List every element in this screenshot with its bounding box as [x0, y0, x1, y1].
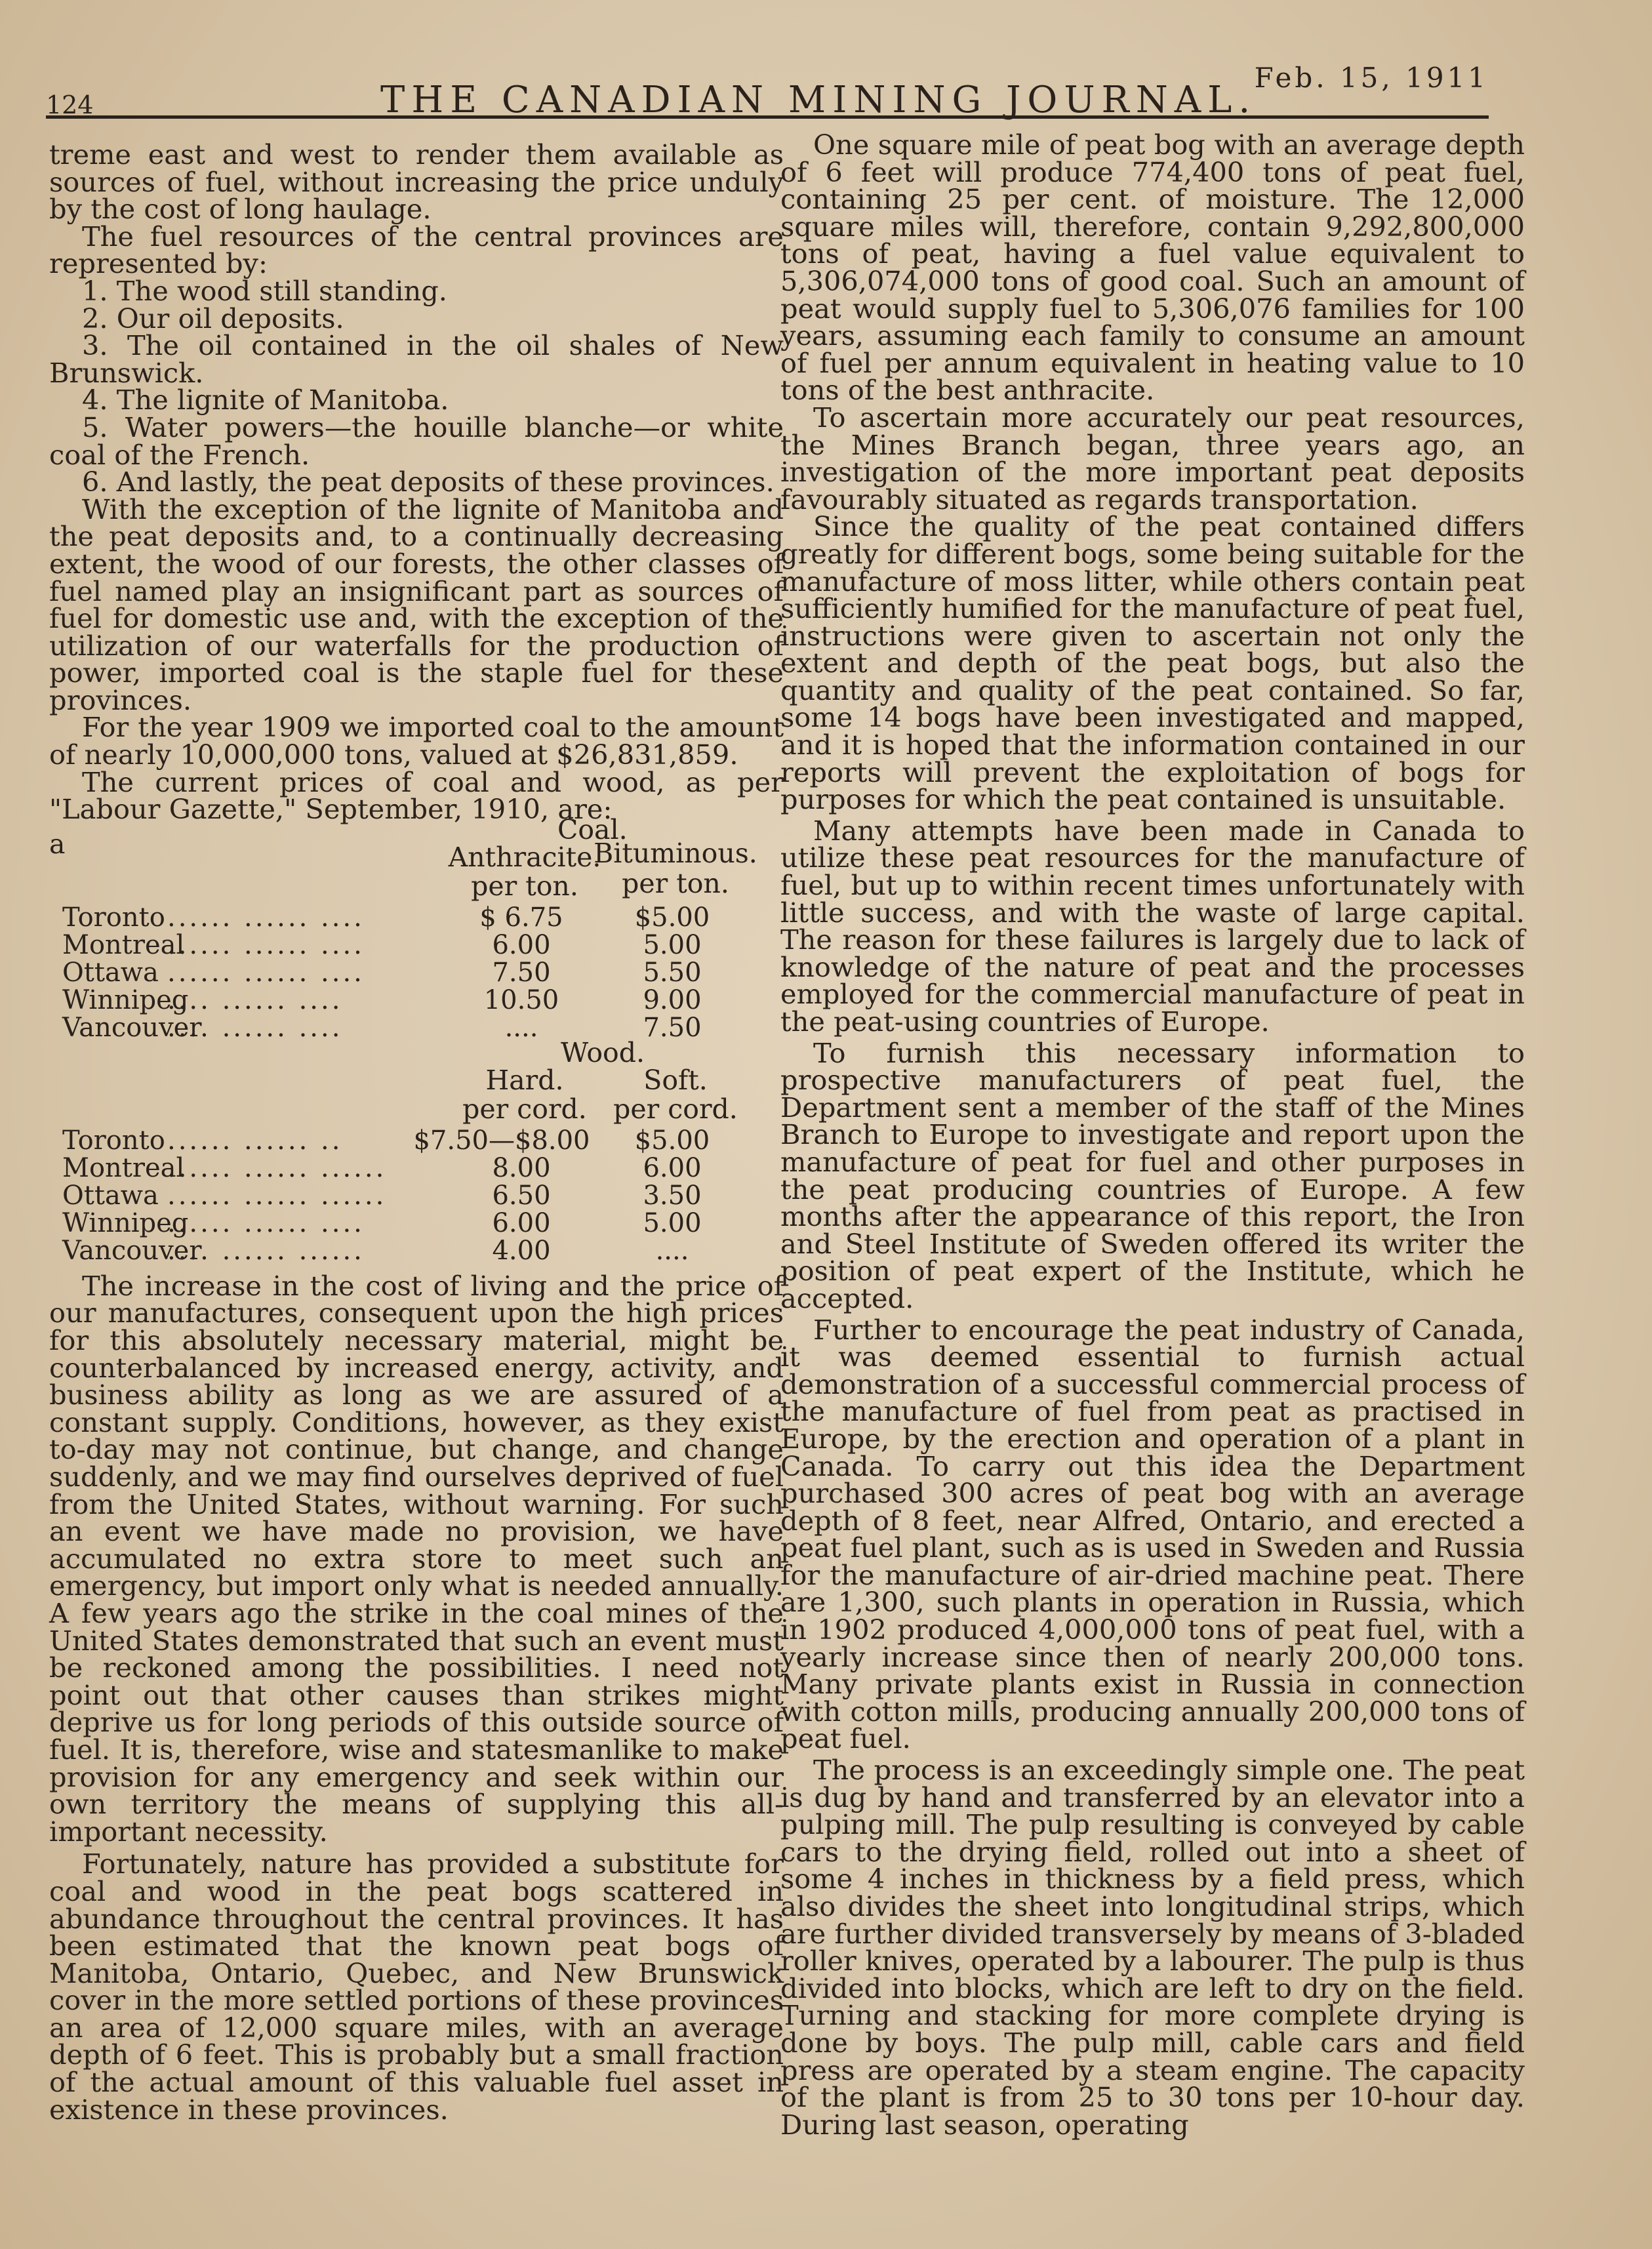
right-column	[780, 129, 1525, 2141]
price-value: 6.00	[492, 929, 551, 960]
price-value: 6.00	[492, 1207, 551, 1238]
table-marker: a	[49, 828, 66, 860]
left-column	[49, 138, 784, 2126]
price-value: ....	[504, 1012, 538, 1043]
price-value: 6.00	[643, 1152, 702, 1183]
column-header: Bituminous.	[594, 837, 757, 869]
paragraph: One square mile of peat bog with an average depth of 6 feet will produce 774,400 tons of peat fuel, containing 25 per cent. of moisture. The 12,000 square miles will, therefore, contain 9,292,800,000 tons of peat, having a fuel value equivalent to 5,306,074,000 tons of good coal. Such an amount of peat would supply fuel to 5,306,076 families for 100 years, assuming each family to consume an amount of fuel per annum equivalent in heating value to 10 tons of the best anthracite.	[780, 129, 1525, 407]
page-header	[46, 56, 1489, 119]
city-name: Winnipeg	[62, 984, 189, 1015]
paragraph: Since the quality of the peat contained differs greatly for different bogs, some being suitable for the manufacture of moss litter, while others contain peat sufficiently humified for the manufacture of peat fuel, instructions were given to ascertain not only the extent and depth of the peat bogs, but also the quantity and quality of the peat contained. So far, some 14 bogs have been investigated and mapped, and it is hoped that the information contained in our reports will prevent the exploitation of bogs for purposes for which the peat contained is unsuitable.	[780, 510, 1525, 816]
column-header: Anthracite.	[448, 841, 601, 873]
price-value: 9.00	[643, 984, 702, 1015]
column-header: Hard.	[485, 1064, 564, 1096]
price-value: $5.00	[634, 902, 710, 933]
paragraph: The process is an exceedingly simple one. The peat is dug by hand and transferred by an elevator into a pulping mill. The pulp resulting is conveyed by cable cars to the drying field, rolled out into a sheet of some 4 inches in thickness by a field press, which also divides the sheet into longitudinal strips, which are further divided transversely by means of 3-bladed roller knives, operated by a labourer. The pulp is thus divided into blocks, which are left to dry on the field. Turning and stacking for more complete drying is done by boys. The pulp mill, cable cars and field press are operated by a steam engine. The capacity of the plant is from 25 to 30 tons per 10-hour day. During last season, operating	[780, 1754, 1525, 2141]
leader-dots: .... ...... ....	[167, 984, 343, 1015]
coal-price-table	[49, 813, 784, 1043]
price-value: 5.00	[643, 1207, 702, 1238]
table-title: Coal.	[557, 813, 628, 845]
paragraph: Many attempts have been made in Canada to utilize these peat resources for the manufacture of fuel, but up to within recent times unfortunately with little success, and with the waste of large capital. The reason for these failures is largely due to lack of knowledge of the nature of peat and the processes employed for the commercial manufacture of peat in the peat-using countries of Europe.	[780, 814, 1525, 1038]
price-value: 10.50	[483, 984, 559, 1015]
leader-dots: ...... ...... ....	[167, 902, 365, 933]
paragraph: To furnish this necessary information to prospective manufacturers of peat fuel, the Department sent a member of the staff of the Mines Branch to Europe to investigate and report upon the manufacture of peat for fuel and other purposes in the peat producing countries of Europe. A few months after the appearance of this report, the Iron and Steel Institute of Sweden offered its writer the position of peat expert of the Institute, which he accepted.	[780, 1036, 1525, 1314]
paragraph: To ascertain more accurately our peat resources, the Mines Branch began, three years ago, an investigation of the more important peat deposits favourably situated as regards transportation.	[780, 401, 1525, 516]
city-name: Toronto	[62, 902, 165, 933]
price-value: 5.00	[643, 929, 702, 960]
table-row	[62, 957, 784, 988]
leader-dots: ...... ...... ......	[167, 1152, 387, 1183]
table-title: Wood.	[561, 1036, 645, 1068]
leader-dots: ...... ...... ....	[167, 957, 365, 988]
city-name: Winnipeg	[62, 1207, 189, 1238]
journal-title: THE CANADIAN MINING JOURNAL.	[380, 79, 1257, 121]
city-name: Ottawa	[62, 957, 159, 988]
table-row	[62, 1207, 784, 1238]
price-value: 4.00	[492, 1235, 551, 1266]
city-name: Ottawa	[62, 1180, 159, 1211]
table-row	[62, 904, 784, 932]
price-value: 3.50	[643, 1180, 702, 1211]
paragraph: The current prices of coal and wood, as per "Labour Gazette," September, 1910, are:	[49, 765, 784, 826]
paragraph: The fuel resources of the central provinces are represented by:	[49, 220, 784, 280]
leader-dots: ...... ...... ..	[167, 1125, 343, 1156]
price-value: 7.50	[492, 957, 551, 988]
column-unit: per ton.	[622, 867, 729, 899]
price-value: $7.50—$8.00	[413, 1125, 590, 1156]
city-name: Vancouver	[62, 1235, 202, 1266]
table-row	[62, 984, 784, 1015]
leader-dots: ...... ...... ....	[167, 929, 365, 960]
leader-dots: .... ...... ......	[167, 1235, 365, 1266]
table-row	[62, 1012, 784, 1043]
paragraph: For the year 1909 we imported coal to the amount of nearly 10,000,000 tons, valued at $26,831,859.	[49, 711, 784, 771]
table-row	[62, 1127, 784, 1155]
paragraph: With the exception of the lignite of Manitoba and the peat deposits and, to a continually decreasing extent, the wood of our forests, the other classes of fuel named play an insignificant part as sources of fuel for domestic use and, with the exception of the utilization of our waterfalls for the production of power, imported coal is the staple fuel for these provinces.	[49, 493, 784, 716]
price-value: 6.50	[492, 1180, 551, 1211]
paragraph: treme east and west to render them available as sources of fuel, without increasing the price unduly by the cost of long haulage.	[49, 138, 784, 226]
column-unit: per ton.	[471, 870, 578, 902]
list-item: 2. Our oil deposits.	[82, 302, 344, 334]
city-name: Montreal	[62, 929, 185, 960]
list-item: 1. The wood still standing.	[82, 274, 447, 307]
price-value: $ 6.75	[479, 902, 563, 933]
city-name: Vancouver	[62, 1012, 202, 1043]
list-item: 4. The lignite of Manitoba.	[82, 384, 449, 416]
price-value: 7.50	[643, 1012, 702, 1043]
leader-dots: ...... ...... ......	[167, 1180, 387, 1211]
list-item: 3. The oil contained in the oil shales of New Brunswick.	[49, 329, 784, 389]
issue-date: Feb. 15, 1911	[1254, 62, 1489, 94]
price-value: 8.00	[492, 1152, 551, 1183]
column-header: Soft.	[643, 1064, 708, 1096]
table-row	[62, 1180, 784, 1211]
list-item: 6. And lastly, the peat deposits of these provinces.	[82, 466, 775, 498]
table-row	[62, 1235, 784, 1266]
paragraph: Fortunately, nature has provided a substitute for coal and wood in the peat bogs scattered in abundance throughout the central provinces. It has been estimated that the known peat bogs of Manitoba, Ontario, Quebec, and New Brunswick cover in the more settled portions of these provinces an area of 12,000 square miles, with an average depth of 6 feet. This is probably but a small fraction of the actual amount of this valuable fuel asset in existence in these provinces.	[49, 1848, 784, 2126]
leader-dots: ...... ...... ....	[167, 1207, 365, 1238]
price-value: ....	[655, 1235, 689, 1266]
paragraph: The increase in the cost of living and the price of our manufactures, consequent upon the high prices for this absolutely necessary material, might be counterbalanced by increased energy, activity, and business ability as long as we are assured of a constant supply. Conditions, however, as they exist to-day may not continue, but change, and change suddenly, and we may find ourselves deprived of fuel from the United States, without warning. For such an event we have made no provision, we have accumulated no extra store to meet such an emergency, but import only what is needed annually. A few years ago the strike in the coal mines of the United States demonstrated that such an event must be reckoned among the possibilities. I need not point out that other causes than strikes might deprive us for long periods of this outside source of fuel. It is, therefore, wise and statesmanlike to make provision for any emergency and seek within our own territory the means of supplying this all-important necessity.	[49, 1269, 784, 1848]
page-number: 124	[46, 91, 94, 119]
wood-price-table	[49, 1036, 784, 1266]
table-row	[62, 929, 784, 960]
table-row	[62, 1152, 784, 1183]
list-item: 5. Water powers—the houille blanche—or white coal of the French.	[49, 411, 784, 471]
paragraph: Further to encourage the peat industry of Canada, it was deemed essential to furnish actual demonstration of a successful commercial process of the manufacture of fuel from peat as practised in Europe, by the erection and operation of a plant in Canada. To carry out this idea the Department purchased 300 acres of peat bog with an average depth of 8 feet, near Alfred, Ontario, and erected a peat fuel plant, such as is used in Sweden and Russia for the manufacture of air-dried machine peat. There are 1,300, such plants in operation in Russia, which in 1902 produced 4,000,000 tons of peat fuel, with a yearly increase since then of nearly 200,000 tons. Many private plants exist in Russia in connection with cotton mills, producing annually 200,000 tons of peat fuel.	[780, 1313, 1525, 1755]
city-name: Montreal	[62, 1152, 185, 1183]
column-unit: per cord.	[462, 1093, 587, 1125]
price-value: $5.00	[634, 1125, 710, 1156]
city-name: Toronto	[62, 1125, 165, 1156]
leader-dots: .... ...... ....	[167, 1012, 343, 1043]
column-unit: per cord.	[613, 1093, 738, 1125]
price-value: 5.50	[643, 957, 702, 988]
